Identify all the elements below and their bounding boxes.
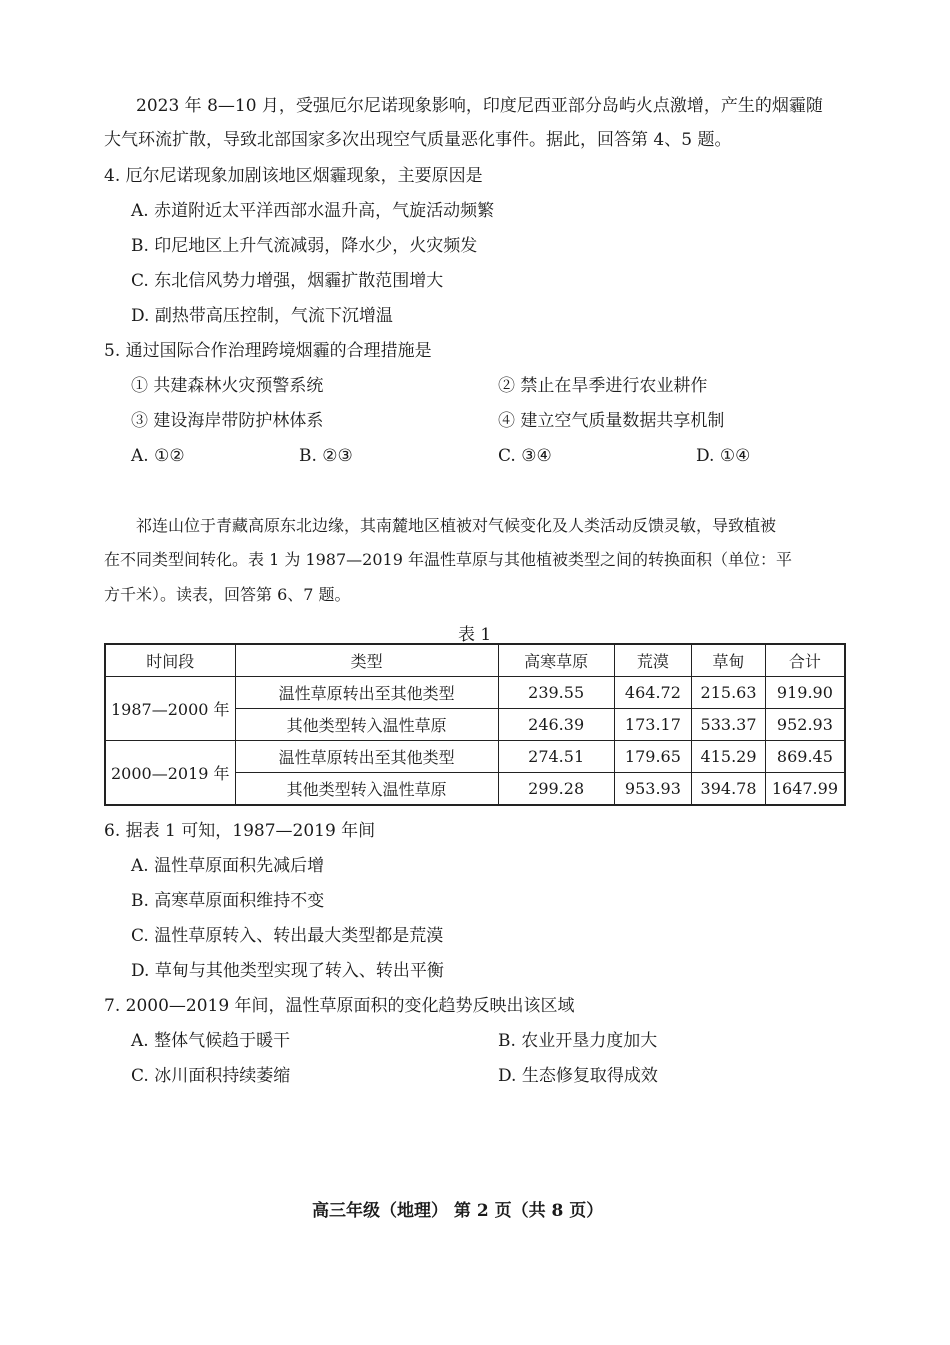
question-6-option-c[interactable]: C. 温性草原转入、转出最大类型都是荒漠	[131, 926, 444, 946]
table-row	[105, 677, 845, 709]
question-6-option-a[interactable]: A. 温性草原面积先减后增	[131, 856, 325, 876]
question-7-option-c[interactable]: C. 冰川面积持续萎缩	[131, 1066, 291, 1086]
header-meadow: 草甸	[692, 644, 766, 677]
period-cell: 1987—2000 年	[105, 677, 235, 741]
question-6-option-d[interactable]: D. 草甸与其他类型实现了转入、转出平衡	[131, 961, 444, 981]
question-5-option-b[interactable]: B. ②③	[299, 446, 353, 466]
value-cell: 246.39	[498, 709, 614, 741]
value-cell: 533.37	[692, 709, 766, 741]
question-5-item-3: ③ 建设海岸带防护林体系	[131, 411, 324, 431]
passage-1-line-2: 大气环流扩散，导致北部国家多次出现空气质量恶化事件。据此，回答第 4、5 题。	[104, 130, 732, 150]
value-cell: 173.17	[614, 709, 692, 741]
passage-2-line-3: 方千米）。读表，回答第 6、7 题。	[104, 585, 351, 604]
question-7-stem: 7. 2000—2019 年间，温性草原面积的变化趋势反映出该区域	[104, 996, 575, 1016]
question-4-stem: 4. 厄尔尼诺现象加剧该地区烟霾现象，主要原因是	[104, 166, 483, 186]
passage-2-line-2: 在不同类型间转化。表 1 为 1987—2019 年温性草原与其他植被类型之间的转换面积（单位：平	[104, 550, 792, 569]
table-caption: 表 1	[458, 625, 492, 645]
value-cell: 953.93	[614, 773, 692, 806]
type-cell: 温性草原转出至其他类型	[235, 741, 498, 773]
header-type: 类型	[235, 644, 498, 677]
question-4-option-d[interactable]: D. 副热带高压控制，气流下沉增温	[131, 306, 393, 326]
passage-1-line-1: 2023 年 8—10 月，受强厄尔尼诺现象影响，印度尼西亚部分岛屿火点激增，产生的烟霾随	[136, 96, 823, 116]
value-cell: 464.72	[614, 677, 692, 709]
value-cell: 919.90	[765, 677, 845, 709]
period-cell: 2000—2019 年	[105, 741, 235, 806]
value-cell: 1647.99	[765, 773, 845, 806]
question-4-option-a[interactable]: A. 赤道附近太平洋西部水温升高，气旋活动频繁	[131, 201, 495, 221]
question-5-option-c[interactable]: C. ③④	[498, 446, 552, 466]
question-7-option-d[interactable]: D. 生态修复取得成效	[498, 1066, 658, 1086]
value-cell: 299.28	[498, 773, 614, 806]
value-cell: 394.78	[692, 773, 766, 806]
type-cell: 温性草原转出至其他类型	[235, 677, 498, 709]
value-cell: 869.45	[765, 741, 845, 773]
question-5-item-2: ② 禁止在旱季进行农业耕作	[498, 376, 708, 396]
header-total: 合计	[765, 644, 845, 677]
value-cell: 179.65	[614, 741, 692, 773]
question-5-item-4: ④ 建立空气质量数据共享机制	[498, 411, 725, 431]
question-5-item-1: ① 共建森林火灾预警系统	[131, 376, 324, 396]
question-4-option-c[interactable]: C. 东北信风势力增强，烟霾扩散范围增大	[131, 271, 444, 291]
page-footer: 高三年级（地理） 第 2 页（共 8 页）	[312, 1201, 604, 1221]
header-period: 时间段	[105, 644, 235, 677]
passage-2-line-1: 祁连山位于青藏高原东北边缘，其南麓地区植被对气候变化及人类活动反馈灵敏，导致植被	[136, 516, 777, 535]
header-desert: 荒漠	[614, 644, 692, 677]
type-cell: 其他类型转入温性草原	[235, 709, 498, 741]
question-5-option-d[interactable]: D. ①④	[696, 446, 751, 466]
question-4-option-b[interactable]: B. 印尼地区上升气流减弱，降水少，火灾频发	[131, 236, 478, 256]
value-cell: 215.63	[692, 677, 766, 709]
header-alpine-steppe: 高寒草原	[498, 644, 614, 677]
question-5-stem: 5. 通过国际合作治理跨境烟霾的合理措施是	[104, 341, 432, 361]
table-row	[105, 741, 845, 773]
table-header-row	[105, 644, 845, 677]
question-7-option-b[interactable]: B. 农业开垦力度加大	[498, 1031, 658, 1051]
value-cell: 952.93	[765, 709, 845, 741]
value-cell: 239.55	[498, 677, 614, 709]
question-6-option-b[interactable]: B. 高寒草原面积维持不变	[131, 891, 325, 911]
question-6-stem: 6. 据表 1 可知，1987—2019 年间	[104, 821, 376, 841]
question-7-option-a[interactable]: A. 整体气候趋于暖干	[131, 1031, 291, 1051]
type-cell: 其他类型转入温性草原	[235, 773, 498, 806]
conversion-area-table	[104, 643, 846, 806]
value-cell: 415.29	[692, 741, 766, 773]
question-5-option-a[interactable]: A. ①②	[131, 446, 185, 466]
value-cell: 274.51	[498, 741, 614, 773]
